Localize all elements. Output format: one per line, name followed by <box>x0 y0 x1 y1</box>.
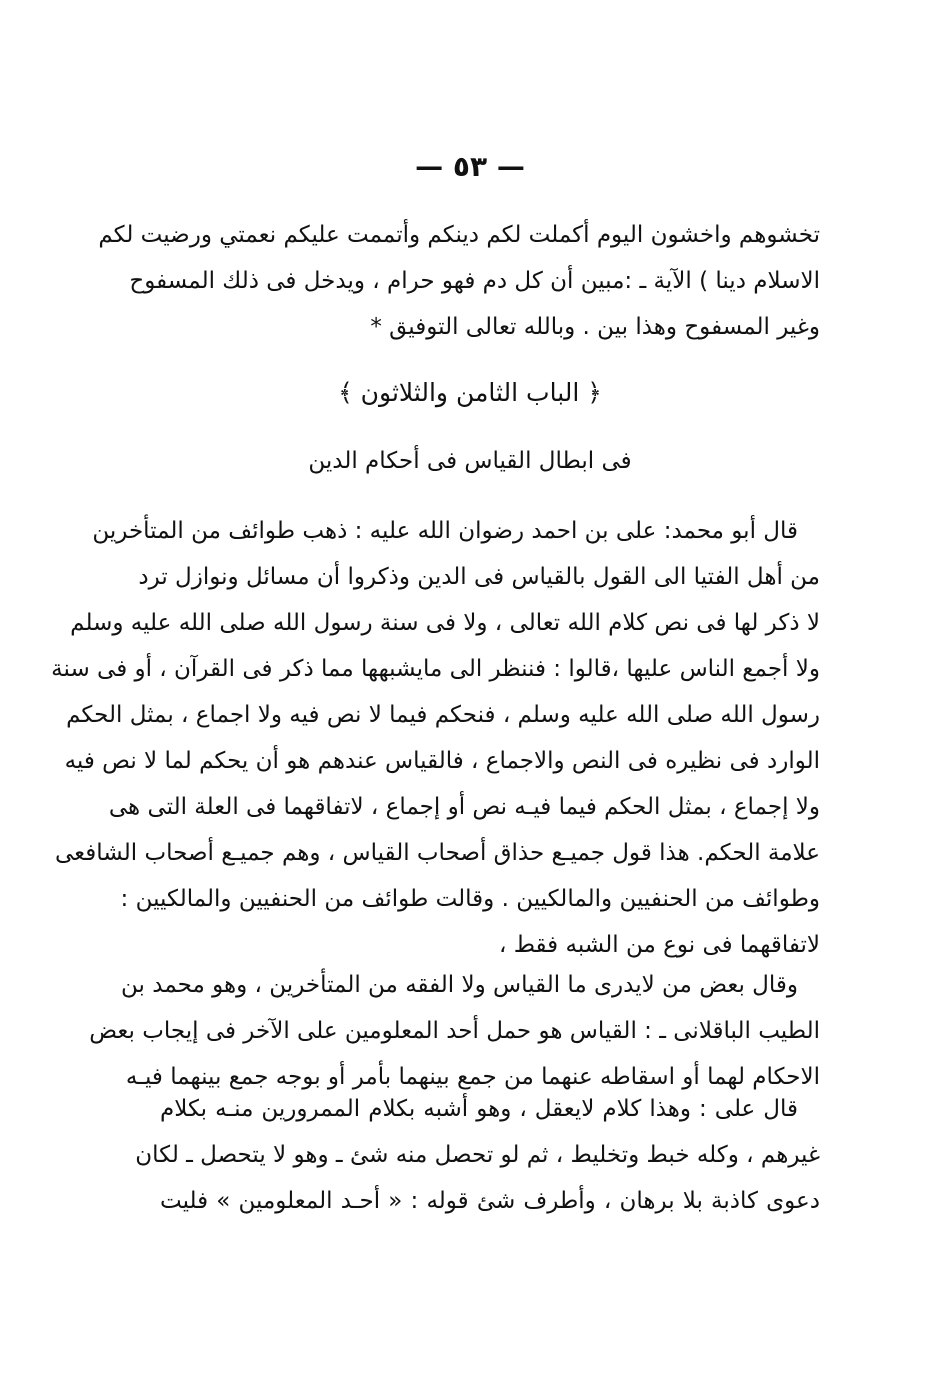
text-line: علامة الحكم. هذا قول جميـع حذاق أصحاب القياس ، وهم جميـع أصحاب الشافعى <box>54 840 820 866</box>
main-paragraph <box>51 508 820 968</box>
text-line: رسول الله صلى الله عليه وسلم ، فنحكم فيما لا نص فيه ولا اجماع ، بمثل الحكم <box>66 702 820 728</box>
text-line: لا ذكر لها فى نص كلام الله تعالى ، ولا فى سنة رسول الله صلى الله عليه وسلم <box>70 610 820 636</box>
text-line: الاحكام لهما أو اسقاطه عنهما من جمع بينهما بأمر أو بوجه جمع بينهما فيـه <box>125 1064 820 1090</box>
text-line: قال أبو محمد: على بن احمد رضوان الله عليه : ذهب طوائف من المتأخرين <box>92 518 798 544</box>
text-line: من أهل الفتيا الى القول بالقياس فى الدين وذكروا أن مسائل ونوازل ترد <box>138 564 820 590</box>
text-line: دعوى كاذبة بلا برهان ، وأطرف شئ قوله : « أحـد المعلومين » فليت <box>160 1188 820 1214</box>
text-line: تخشوهم واخشون اليوم أكملت لكم دينكم وأتممت عليكم نعمتي ورضيت لكم <box>98 222 820 248</box>
text-line: الطيب الباقلانى ـ : القياس هو حمل أحد المعلومين على الآخر فى إيجاب بعض <box>89 1018 820 1044</box>
text-line: ولا أجمع الناس عليها ،قالوا : فننظر الى مايشبهها مما ذكر فى القرآن ، أو فى سنة <box>51 656 820 682</box>
text-line: قال على : وهذا كلام لايعقل ، وهو أشبه بكلام الممرورين منـه بكلام <box>160 1096 798 1122</box>
text-line: لاتفاقهما فى نوع من الشبه فقط ، <box>498 932 820 958</box>
text-line: وطوائف من الحنفيين والمالكيين . وقالت طوائف من الحنفيين والمالكيين : <box>120 886 820 912</box>
page-number: — ٥٣ — <box>415 150 525 183</box>
intro-paragraph <box>98 212 820 350</box>
text-line: الوارد فى نظيره فى النص والاجماع ، فالقياس عندهم هو أن يحكم لما لا نص فيه <box>64 748 820 774</box>
third-paragraph <box>135 1086 820 1224</box>
text-line: ولا إجماع ، بمثل الحكم فيما فيـه نص أو إجماع ، لاتفاقهما فى العلة التى هى <box>108 794 820 820</box>
chapter-subtitle: فى ابطال القياس فى أحكام الدين <box>308 448 632 474</box>
text-line: غيرهم ، وكله خبط وتخليط ، ثم لو تحصل منه شئ ـ وهو لا يتحصل ـ لكان <box>135 1142 820 1168</box>
second-paragraph <box>89 962 820 1100</box>
text-line: الاسلام دينا ) الآية ـ :مبين أن كل دم فهو حرام ، ويدخل فى ذلك المسفوح <box>129 268 820 294</box>
text-line: وغير المسفوح وهذا بين . وبالله تعالى التوفيق * <box>370 314 820 340</box>
text-line: وقال بعض من لايدرى ما القياس ولا الفقه من المتأخرين ، وهو محمد بن <box>121 972 798 998</box>
chapter-title: ﴿ الباب الثامن والثلاثون ﴾ <box>338 378 602 407</box>
